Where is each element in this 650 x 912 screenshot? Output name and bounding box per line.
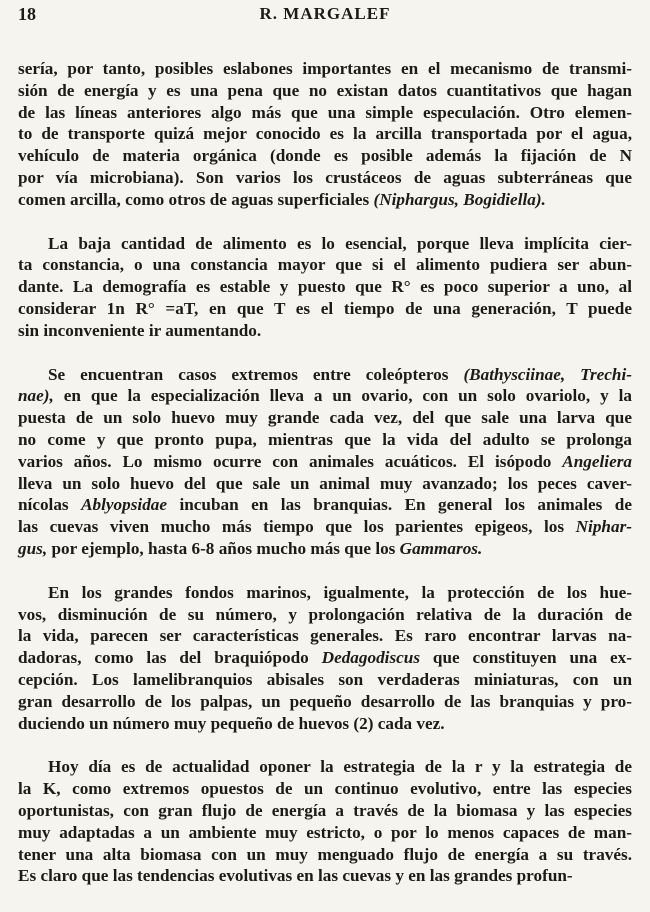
text-line	[18, 822, 632, 844]
text-run: La baja cantidad de alimento es lo esencial, porque lleva implícita cier-	[48, 233, 632, 253]
italic-term: Dedagodiscus	[321, 648, 421, 668]
text-line	[18, 778, 632, 800]
text-run: lleva un solo huevo del que sale un animal muy avanzado; los peces caver-	[18, 473, 632, 493]
text-line	[18, 647, 632, 669]
paragraph	[18, 756, 632, 887]
text-run: Es claro que las tendencias evolutivas en las cuevas y en las grandes profun-	[18, 866, 573, 886]
text-line	[18, 385, 632, 407]
text-line	[18, 58, 632, 80]
running-head: R. MARGALEF	[259, 4, 391, 23]
text-line	[18, 429, 632, 451]
text-run: la vida, parecen ser características generales. Es raro encontrar larvas na-	[18, 626, 632, 646]
text-line	[18, 189, 632, 211]
paragraph	[18, 233, 632, 342]
text-run: gran desarrollo de los palpas, un pequeño desarrollo de las branquias y pro-	[18, 691, 632, 711]
italic-term: Gammaros.	[399, 538, 483, 558]
paragraph	[18, 582, 632, 735]
text-run: cepción. Los lamelibranquios abisales son verdaderas miniaturas, con un	[18, 669, 632, 689]
text-line	[18, 473, 632, 495]
text-run: sin inconveniente ir aumentando.	[18, 320, 262, 340]
text-run: Hoy día es de actualidad oponer la estrategia de la r y la estrategia de	[48, 757, 632, 777]
text-run: por ejemplo, hasta 6-8 años mucho más que los	[47, 538, 400, 558]
text-line	[18, 865, 632, 887]
text-run: dante. La demografía es estable y puesto que R° es poco superior a uno, al	[18, 277, 632, 297]
text-line	[18, 669, 632, 691]
text-line	[18, 254, 632, 276]
paragraph	[18, 58, 632, 211]
text-line	[18, 625, 632, 647]
italic-term: gus,	[18, 538, 48, 558]
text-line	[18, 582, 632, 604]
text-line	[18, 123, 632, 145]
text-run: vos, disminución de su número, y prolongación relativa de la duración de	[18, 604, 632, 624]
body-text	[18, 58, 632, 887]
text-run: las cuevas viven mucho más tiempo que los parientes epigeos, los	[18, 517, 576, 537]
text-run: que constituyen una ex-	[420, 648, 633, 668]
text-line	[18, 604, 632, 626]
italic-term: (Niphargus, Bogidiella).	[373, 189, 546, 209]
text-line	[18, 494, 632, 516]
text-run: varios años. Lo mismo ocurre con animales acuáticos. El isópodo	[18, 451, 563, 471]
text-run: tener una alta biomasa con un muy menguado flujo de energía a su través.	[18, 844, 632, 864]
text-run: puesta de un solo huevo muy grande cada vez, del que sale una larva que	[18, 408, 632, 428]
text-run: comen arcilla, como otros de aguas superficiales	[18, 189, 374, 209]
text-run: Se encuentran casos extremos entre coleópteros	[48, 364, 464, 384]
text-run: oportunistas, con gran flujo de energía a través de la biomasa y las especies	[18, 800, 632, 820]
text-line	[18, 691, 632, 713]
text-run: sería, por tanto, posibles eslabones importantes en el mecanismo de transmi-	[18, 59, 632, 78]
italic-term: Angeliera	[562, 451, 632, 471]
italic-term: Niphar-	[575, 517, 632, 537]
text-line	[18, 233, 632, 255]
text-line	[18, 538, 632, 560]
text-run: no come y que pronto pupa, mientras que la vida del adulto se prolonga	[18, 429, 632, 449]
text-line	[18, 407, 632, 429]
text-line	[18, 800, 632, 822]
text-run: de las líneas anteriores algo más que una simple especulación. Otro elemen-	[18, 102, 632, 122]
page-number: 18	[18, 4, 36, 24]
text-run: vehículo de materia orgánica (donde es posible además la fijación de N	[18, 146, 632, 166]
text-line	[18, 364, 632, 386]
text-run: to de transporte quizá mejor conocido es la arcilla transportada por el agua,	[18, 124, 632, 144]
text-run: duciendo un número muy pequeño de huevos (2) cada vez.	[18, 713, 445, 733]
text-run: en que la especialización lleva a un ovario, con un solo ovariolo, y la	[53, 386, 632, 406]
text-run: incuban en las branquias. En general los animales de	[167, 495, 632, 515]
text-run: nícolas	[18, 495, 82, 515]
text-line	[18, 80, 632, 102]
text-line	[18, 167, 632, 189]
page-header	[18, 4, 632, 30]
text-run: muy adaptadas a un ambiente muy estricto, o por lo menos capaces de man-	[18, 822, 632, 842]
text-line	[18, 298, 632, 320]
text-run: ta constancia, o una constancia mayor que si el alimento pudiera ser abun-	[18, 255, 632, 275]
text-run: considerar 1n R° =aT, en que T es el tiempo de una generación, T puede	[18, 298, 632, 318]
text-run: la K, como extremos opuestos de un continuo evolutivo, entre las especies	[18, 779, 632, 799]
text-run: sión de energía y es una pena que no existan datos cuantitativos que hagan	[18, 80, 632, 100]
italic-term: (Bathysciinae, Trechi-	[463, 364, 632, 384]
paragraph	[18, 364, 632, 560]
text-line	[18, 320, 632, 342]
text-run: En los grandes fondos marinos, igualmente, la protección de los hue-	[48, 582, 632, 602]
text-line	[18, 844, 632, 866]
text-line	[18, 102, 632, 124]
text-line	[18, 276, 632, 298]
text-run: dadoras, como las del braquiópodo	[18, 648, 322, 668]
text-line	[18, 451, 632, 473]
italic-term: Ablyopsidae	[81, 495, 168, 515]
text-run: por vía microbiana). Son varios los crustáceos de aguas subterráneas que	[18, 167, 632, 187]
text-line	[18, 516, 632, 538]
italic-term: nae),	[18, 386, 54, 406]
text-line	[18, 713, 632, 735]
text-line	[18, 145, 632, 167]
text-line	[18, 756, 632, 778]
